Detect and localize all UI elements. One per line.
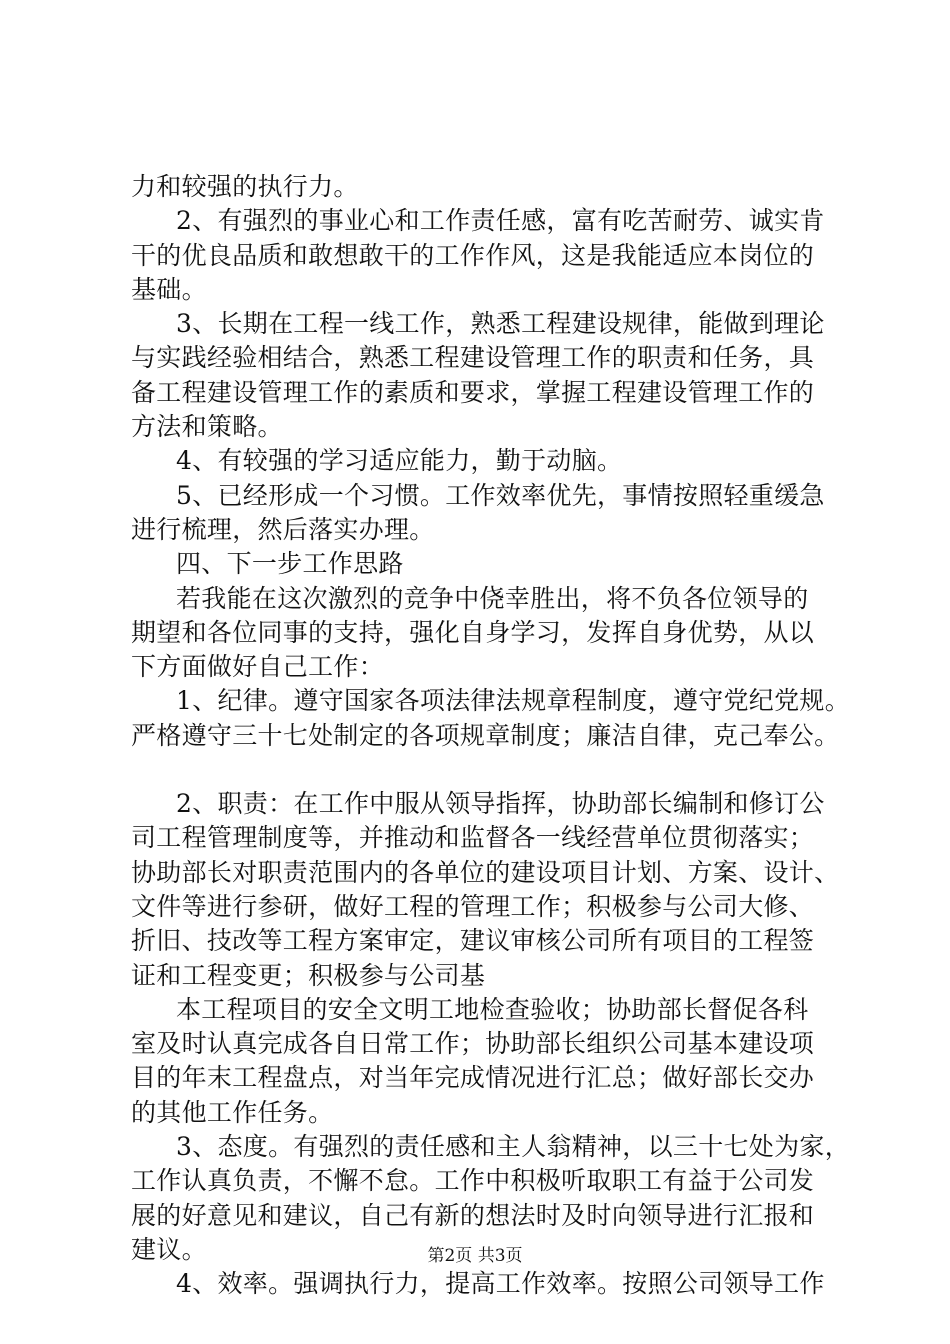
- text-line: 严格遵守三十七处制定的各项规章制度；廉洁自律，克己奉公。: [131, 720, 840, 750]
- text-line: 期望和各位同事的支持，强化自身学习，发挥自身优势，从以: [131, 617, 815, 647]
- text-line: 司工程管理制度等，并推动和监督各一线经营单位贯彻落实；: [131, 823, 815, 853]
- document-body: [131, 170, 851, 1302]
- section-heading: 四、下一步工作思路: [176, 549, 404, 579]
- text-line: 目的年末工程盘点，对当年完成情况进行汇总；做好部长交办: [131, 1063, 815, 1093]
- text-line: 3、态度。有强烈的责任感和主人翁精神，以三十七处为家，: [176, 1132, 851, 1162]
- text-line: 基础。: [131, 274, 207, 304]
- text-line: 2、有强烈的事业心和工作责任感，富有吃苦耐劳、诚实肯: [176, 206, 825, 236]
- text-line: 工作认真负责，不懈不怠。工作中积极听取职工有益于公司发: [131, 1166, 815, 1196]
- text-line: 协助部长对职责范围内的各单位的建设项目计划、方案、设计、: [131, 857, 840, 887]
- text-line: 本工程项目的安全文明工地检查验收；协助部长督促各科: [176, 994, 809, 1024]
- text-line: 进行梳理，然后落实办理。: [131, 514, 435, 544]
- paragraph-gap: [131, 753, 831, 787]
- text-line: 3、长期在工程一线工作，熟悉工程建设规律，能做到理论: [176, 309, 825, 339]
- text-line: 下方面做好自己工作：: [131, 652, 385, 682]
- text-line: 证和工程变更；积极参与公司基: [131, 960, 486, 990]
- text-line: 文件等进行参研，做好工程的管理工作；积极参与公司大修、: [131, 891, 815, 921]
- text-line: 1、纪律。遵守国家各项法律法规章程制度，遵守党纪党规。: [176, 686, 851, 716]
- text-line: 折旧、技改等工程方案审定，建议审核公司所有项目的工程签: [131, 926, 815, 956]
- text-line: 若我能在这次激烈的竞争中侥幸胜出，将不负各位领导的: [176, 583, 809, 613]
- text-line: 展的好意见和建议，自己有新的想法时及时向领导进行汇报和: [131, 1200, 815, 1230]
- text-line: 力和较强的执行力。: [131, 172, 359, 201]
- text-line: 室及时认真完成各自日常工作；协助部长组织公司基本建设项: [131, 1029, 815, 1059]
- text-line: 的其他工作任务。: [131, 1097, 334, 1127]
- text-line: 干的优良品质和敢想敢干的工作作风，这是我能适应本岗位的: [131, 240, 815, 270]
- text-line: 建议。: [131, 1234, 207, 1264]
- page-number-footer: 第2页 共3页: [427, 1246, 523, 1266]
- text-line: 方法和策略。: [131, 412, 283, 442]
- text-line: 2、职责：在工作中服从领导指挥，协助部长编制和修订公: [176, 789, 825, 819]
- text-line: 5、已经形成一个习惯。工作效率优先，事情按照轻重缓急: [176, 480, 825, 510]
- text-line: 备工程建设管理工作的素质和要求，掌握工程建设管理工作的: [131, 377, 815, 407]
- text-line: 4、有较强的学习适应能力，勤于动脑。: [176, 446, 623, 476]
- text-line: 与实践经验相结合，熟悉工程建设管理工作的职责和任务，具: [131, 343, 815, 373]
- text-line: 4、效率。强调执行力，提高工作效率。按照公司领导工作: [176, 1269, 825, 1299]
